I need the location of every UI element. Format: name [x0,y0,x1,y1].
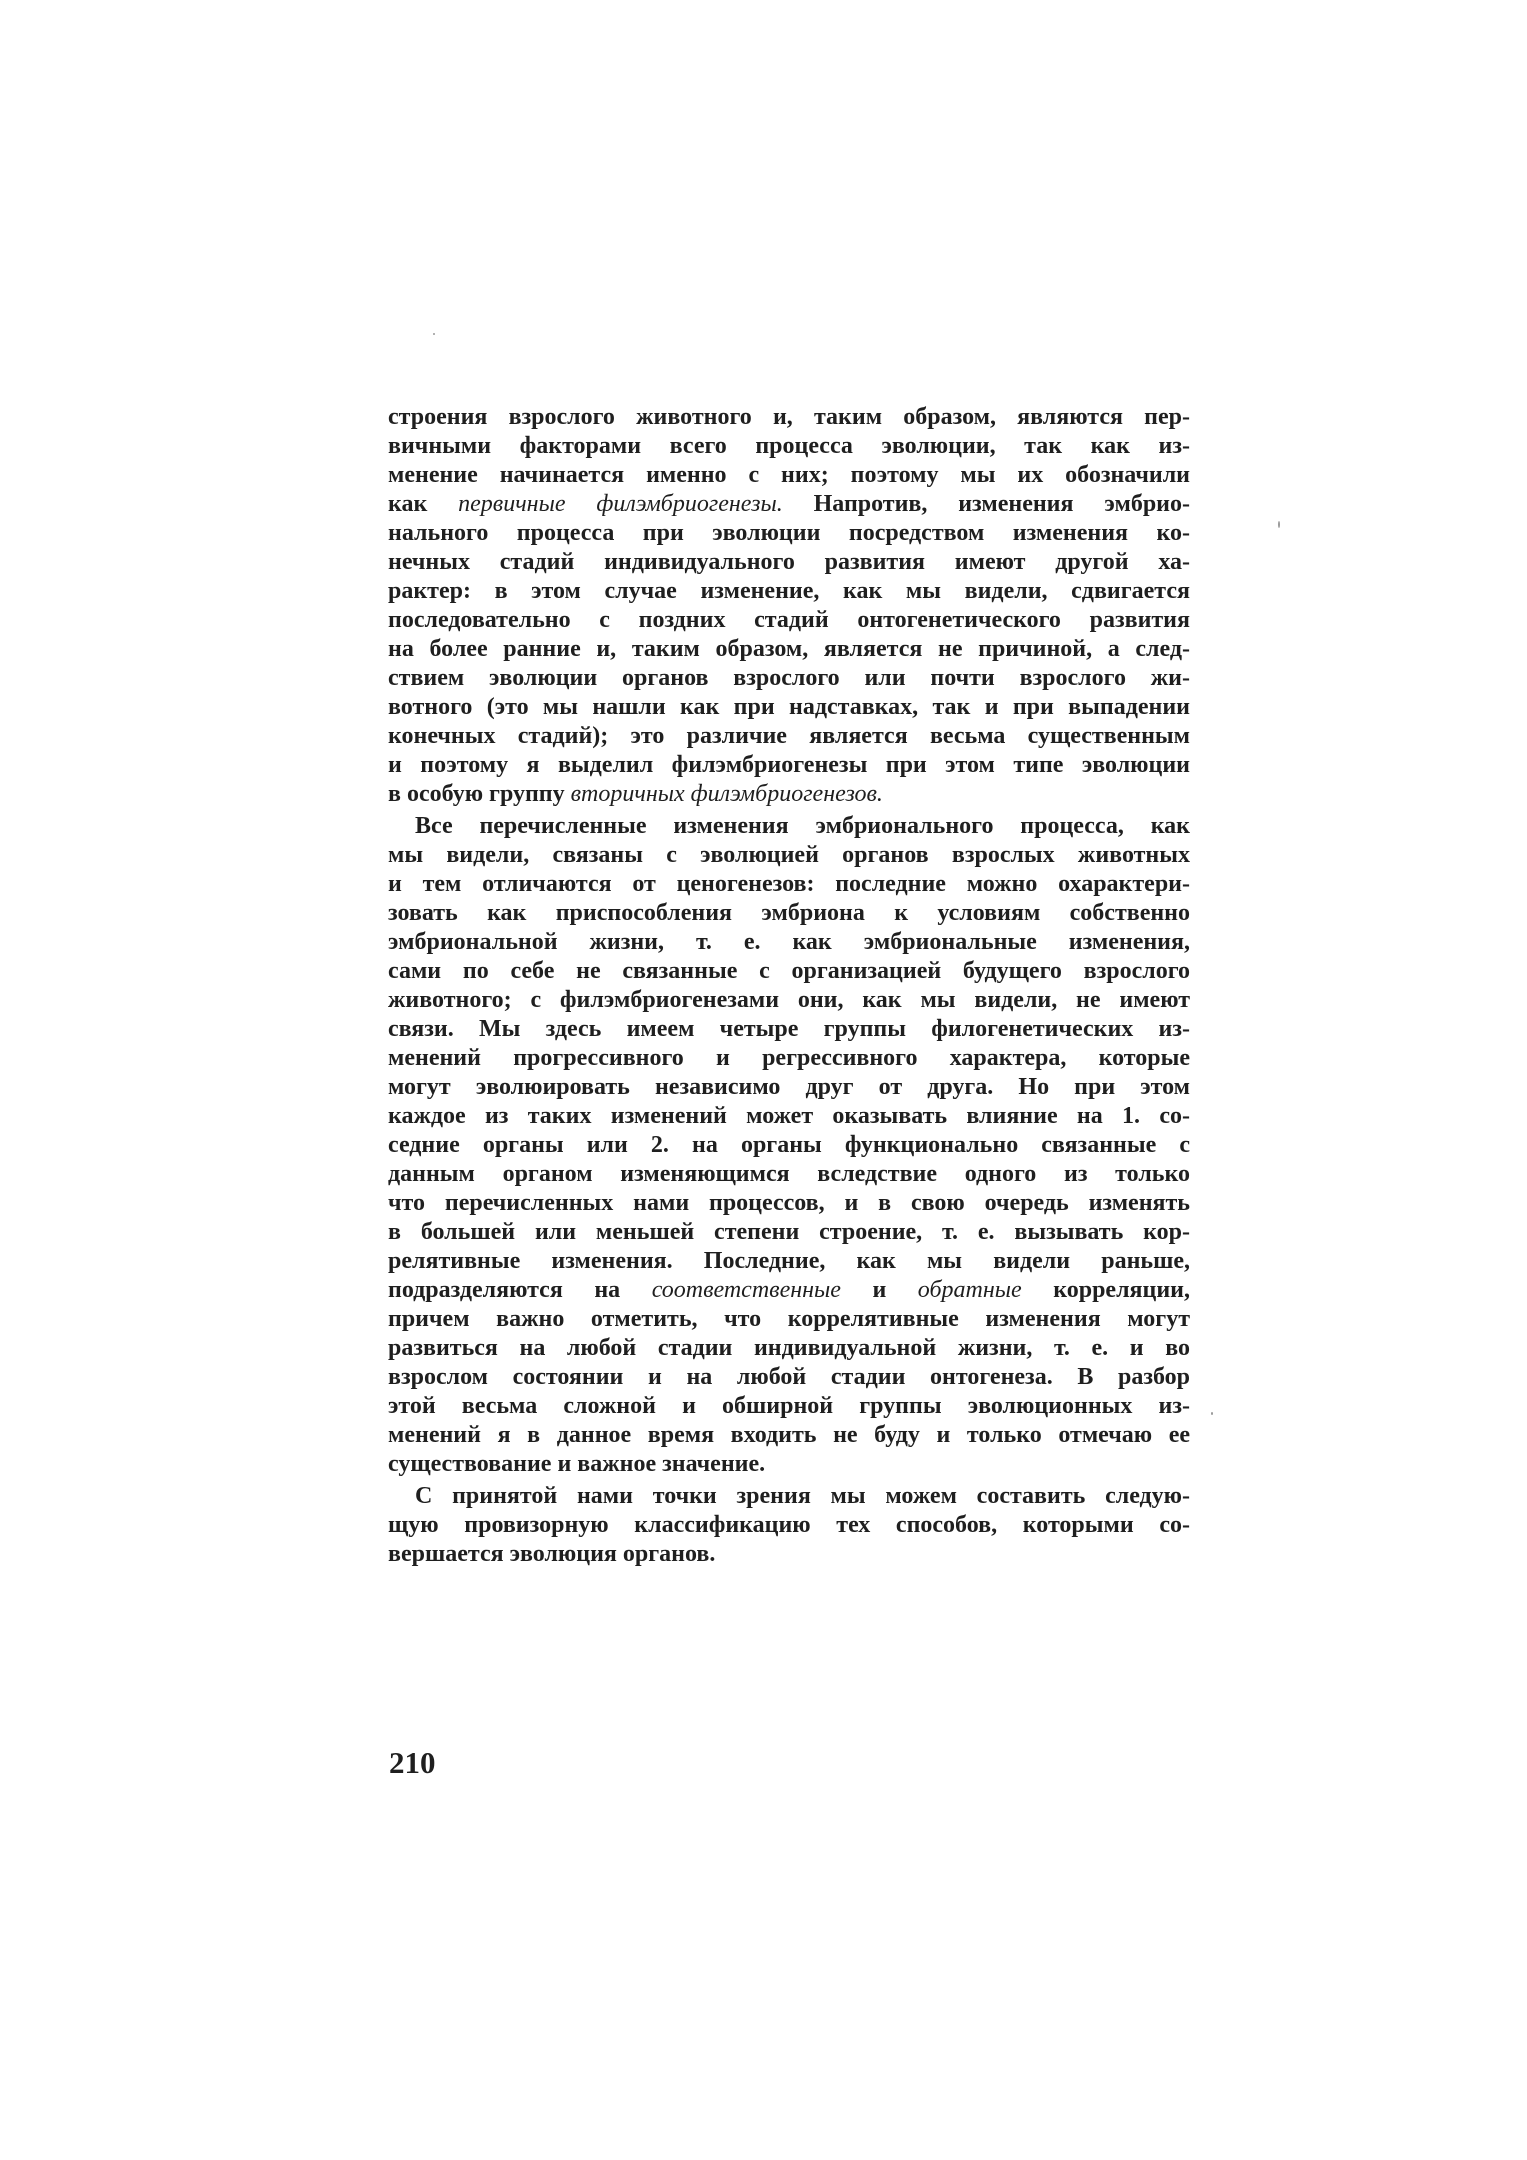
text-line: животного; с филэмбриогенезами они, как мы видели, не имеют [388,987,1190,1013]
text-line: конечных стадий); это различие является весьма существенным [388,723,1190,749]
text-line: С принятой нами точки зрения мы можем составить следую- [415,1483,1190,1509]
text-line: мы видели, связаны с эволюцией органов взрослых животных [388,842,1190,868]
text-line: вершается эволюция органов. [388,1541,716,1567]
text-line: на более ранние и, таким образом, является не причиной, а след- [388,636,1190,662]
text-run: корреляции, [1021,1277,1191,1303]
italic-term: соответственные [651,1277,841,1303]
italic-term: обратные [917,1277,1022,1303]
text-line: и тем отличаются от ценогенезов: последние можно охарактери- [388,871,1190,897]
italic-term: первичные филэмбриогенезы. [458,491,783,517]
text-line: ствием эволюции органов взрослого или почти взрослого жи- [388,665,1190,691]
text-run: Напротив, изменения эмбрио- [782,491,1190,517]
text-line: данным органом изменяющимся вследствие одного из только [388,1161,1190,1187]
text-line: релятивные изменения. Последние, как мы видели раньше, [388,1248,1190,1274]
text-line: этой весьма сложной и обширной группы эволюционных из- [388,1393,1190,1419]
text-line: последовательно с поздних стадий онтогенетического развития [388,607,1190,633]
scan-speck [1278,521,1280,528]
text-line: существование и важное значение. [388,1451,766,1477]
italic-term: вторичных филэмбриогенезов. [570,781,883,807]
text-line: развиться на любой стадии индивидуальной жизни, т. е. и во [388,1335,1190,1361]
text-line [388,1274,1190,1306]
text-line: щую провизорную классификацию тех способов, которыми со- [388,1512,1190,1538]
text-line: в большей или меньшей степени строение, т. е. вызывать кор- [388,1219,1190,1245]
text-line: вичными факторами всего процесса эволюции, так как из- [388,433,1190,459]
text-line: каждое из таких изменений может оказывать влияние на 1. со- [388,1103,1190,1129]
page-number: 210 [389,1745,436,1780]
text-line: что перечисленных нами процессов, и в свою очередь изменять [388,1190,1190,1216]
text-line: строения взрослого животного и, таким образом, являются пер- [388,404,1190,430]
text-run: и [840,1277,918,1303]
text-line: менений прогрессивного и регрессивного характера, которые [388,1045,1190,1071]
text-line: менение начинается именно с них; поэтому мы их обозначили [388,462,1190,488]
text-line: связи. Мы здесь имеем четыре группы филогенетических из- [388,1016,1190,1042]
text-line: Все перечисленные изменения эмбрионального процесса, как [415,813,1190,839]
scan-speck [1211,1412,1213,1415]
scan-speck [433,333,435,335]
text-line: причем важно отметить, что коррелятивные изменения могут [388,1306,1190,1332]
text-line: сами по себе не связанные с организацией будущего взрослого [388,958,1190,984]
text-run: подразделяются на [388,1277,652,1303]
text-line: вотного (это мы нашли как при надставках, так и при выпадении [388,694,1190,720]
text-line: зовать как приспособления эмбриона к условиям собственно [388,900,1190,926]
text-line: нального процесса при эволюции посредством изменения ко- [388,520,1190,546]
text-line: седние органы или 2. на органы функционально связанные с [388,1132,1190,1158]
text-line: эмбриональной жизни, т. е. как эмбриональные изменения, [388,929,1190,955]
text-line: и поэтому я выделил филэмбриогенезы при этом типе эволюции [388,752,1190,778]
text-line: могут эволюировать независимо друг от друга. Но при этом [388,1074,1190,1100]
text-run: как [388,491,459,517]
text-run: в особую группу [388,781,571,807]
text-line [388,778,1190,810]
text-line [388,488,1190,520]
text-line: менений я в данное время входить не буду и только отмечаю ее [388,1422,1190,1448]
text-line: нечных стадий индивидуального развития имеют другой ха- [388,549,1190,575]
text-line: рактер: в этом случае изменение, как мы видели, сдвигается [388,578,1190,604]
text-line: взрослом состоянии и на любой стадии онтогенеза. В разбор [388,1364,1190,1390]
